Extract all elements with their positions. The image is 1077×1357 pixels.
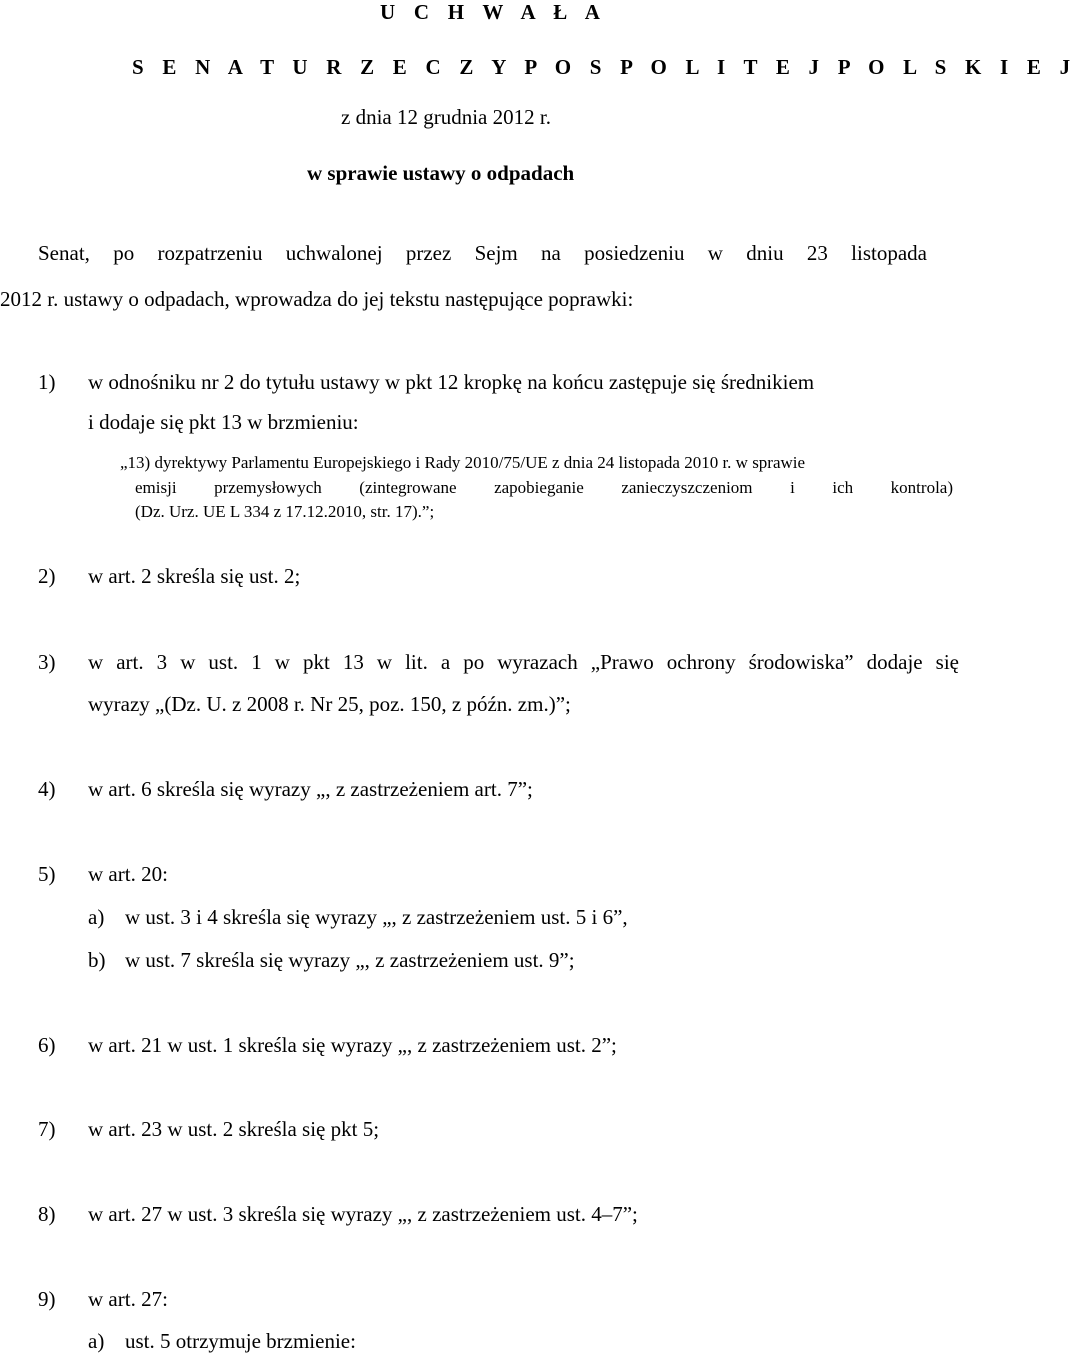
amendment-1-quote-line-2: emisji przemysłowych (zintegrowane zapobieganie zanieczyszczeniom i ich kontrola) [135, 478, 953, 497]
amendment-1-number: 1) [38, 370, 56, 394]
amendment-2-number: 2) [38, 564, 56, 588]
intro-line-1: Senat, po rozpatrzeniu uchwalonej przez Sejm na posiedzeniu w dniu 23 listopada [38, 241, 927, 265]
amendment-5-text: w art. 20: [88, 862, 168, 886]
amendment-8-text: w art. 27 w ust. 3 skreśla się wyrazy „, z zastrzeżeniem ust. 4–7”; [88, 1202, 638, 1226]
document-subtitle: S E N A T U R Z E C Z Y P O S P O L I T E J P O L S K I E J [132, 55, 1077, 79]
amendment-4-number: 4) [38, 777, 56, 801]
amendment-1-quote-line-1: „13) dyrektywy Parlamentu Europejskiego i Rady 2010/75/UE z dnia 24 listopada 2010 r. w sprawie [120, 453, 806, 472]
amendment-5b-text: w ust. 7 skreśla się wyrazy „, z zastrzeżeniem ust. 9”; [125, 948, 575, 972]
intro-line-2: 2012 r. ustawy o odpadach, wprowadza do jej tekstu następujące poprawki: [0, 287, 634, 311]
amendment-4-text: w art. 6 skreśla się wyrazy „, z zastrzeżeniem art. 7”; [88, 777, 533, 801]
amendment-5a-text: w ust. 3 i 4 skreśla się wyrazy „, z zastrzeżeniem ust. 5 i 6”, [125, 905, 628, 929]
amendment-8-number: 8) [38, 1202, 56, 1226]
amendment-2-text: w art. 2 skreśla się ust. 2; [88, 564, 301, 588]
document-title: U C H W A Ł A [380, 0, 607, 24]
document-date: z dnia 12 grudnia 2012 r. [341, 105, 551, 129]
amendment-9a-text: ust. 5 otrzymuje brzmienie: [125, 1329, 356, 1353]
amendment-6-number: 6) [38, 1033, 56, 1057]
amendment-1-line-2: i dodaje się pkt 13 w brzmieniu: [88, 410, 359, 434]
amendment-5a-letter: a) [88, 905, 105, 929]
amendment-9-text: w art. 27: [88, 1287, 168, 1311]
amendment-7-number: 7) [38, 1117, 56, 1141]
amendment-6-text: w art. 21 w ust. 1 skreśla się wyrazy „, z zastrzeżeniem ust. 2”; [88, 1033, 617, 1057]
amendment-9a-letter: a) [88, 1329, 105, 1353]
document-subject: w sprawie ustawy o odpadach [307, 161, 575, 185]
amendment-1-line-1: w odnośniku nr 2 do tytułu ustawy w pkt 12 kropkę na końcu zastępuje się średnikiem [88, 370, 815, 394]
amendment-5b-letter: b) [88, 948, 106, 972]
amendment-3-line-1: w art. 3 w ust. 1 w pkt 13 w lit. a po wyrazach „Prawo ochrony środowiska” dodaje się [88, 650, 959, 674]
amendment-1-quote-line-3: (Dz. Urz. UE L 334 z 17.12.2010, str. 17).”; [135, 502, 435, 521]
amendment-9-number: 9) [38, 1287, 56, 1311]
amendment-3-number: 3) [38, 650, 56, 674]
amendment-3-line-2: wyrazy „(Dz. U. z 2008 r. Nr 25, poz. 150, z późn. zm.)”; [88, 692, 571, 716]
amendment-7-text: w art. 23 w ust. 2 skreśla się pkt 5; [88, 1117, 380, 1141]
amendment-5-number: 5) [38, 862, 56, 886]
